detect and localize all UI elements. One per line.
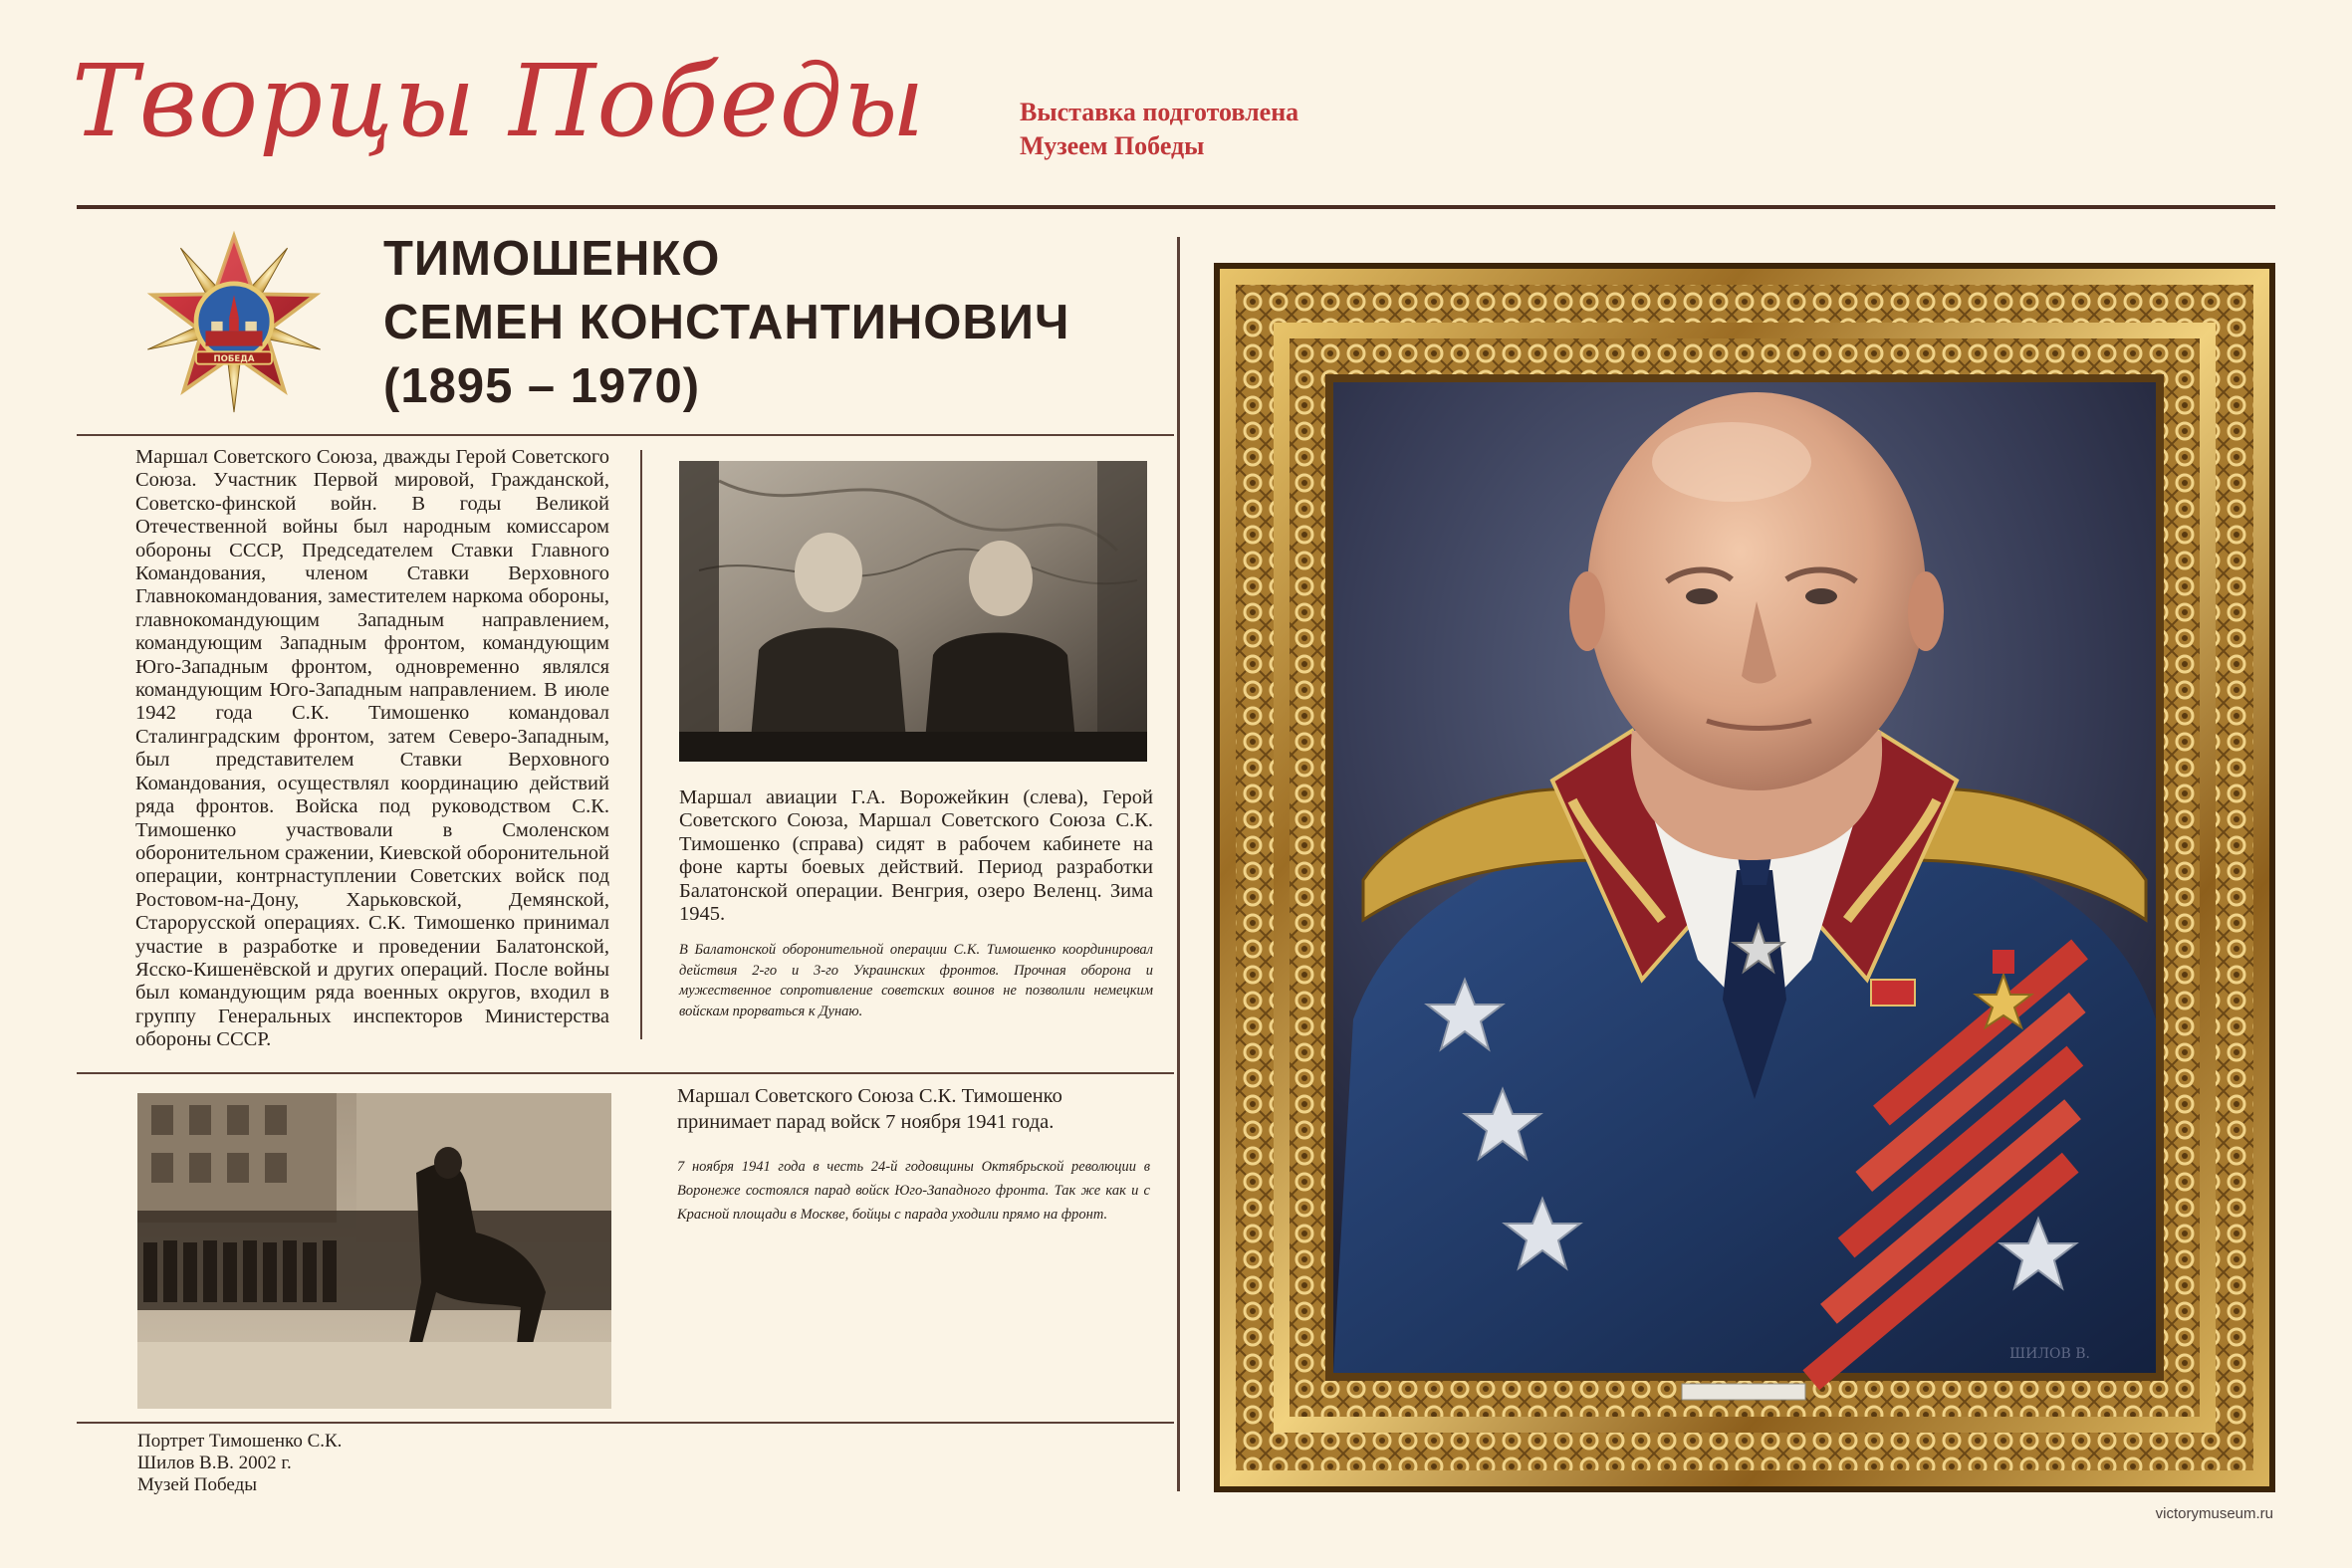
portrait-credit: [137, 1431, 342, 1496]
section-divider-bottom: [77, 1422, 1174, 1424]
header-rule: [77, 205, 2275, 209]
organizer-note: [1020, 96, 1298, 163]
museum-website: victorymuseum.ru: [2155, 1505, 2273, 1522]
portrait-credit-title: Портрет Тимошенко С.К.: [137, 1431, 343, 1452]
photo2-note: 7 ноября 1941 года в честь 24-й годовщины Октябрьской революции в Воронеже состоялся парад войск Юго-Западного фронта. Так же как и с Красной площади в Москве, бойцы с парада уходили прямо на фронт.: [677, 1159, 1150, 1223]
organizer-line-1: Выставка подготовлена: [1020, 98, 1299, 126]
framed-portrait-painting: [1214, 263, 2275, 1492]
portrait-credit-artist: Шилов В.В. 2002 г.: [137, 1453, 292, 1473]
biography-text: Маршал Советского Союза, дважды Герой Советского Союза. Участник Первой мировой, Гражданской, Советско-финской войн. В годы Великой Отечественной войны был народным комиссаром обороны СССР, Председателем Ставки Главного Командования, членом Ставки Верховного Главнокомандования, заместителем наркома обороны, главнокомандующим Западным направлением, командующим Западным фронтом, командующим Юго-Западным фронтом, одновременно являлся командующим Юго-Западным направлением. В июле 1942 года С.К. Тимошенко командовал Сталинградским фронтом, затем Северо-Западным, был представителем Ставки Верховного Командования, осуществлял координацию действий ряда фронтов. Войска под руководством С.К. Тимошенко участвовали в Смоленском оборонительном сражении, Киевской оборонительной операции, контрнаступлении Советских войск под Ростовом-на-Дону, Харьковской, Демянской, Старорусской операциях. С.К. Тимошенко принимал участие в разработке и проведении Балатонской, Ясско-Кишенёвской и других операций. После войны был командующим ряда военных округов, входил в группу Генеральных инспекторов Министерства обороны СССР.: [135, 446, 609, 1051]
historic-photo-parade: [137, 1093, 611, 1409]
person-life-years: (1895 – 1970): [383, 359, 701, 413]
photo2-caption: Маршал Советского Союза С.К. Тимошенко принимает парад войск 7 ноября 1941 года.: [677, 1085, 1062, 1133]
person-given-names: СЕМЕН КОНСТАНТИНОВИЧ: [383, 296, 1070, 349]
order-of-victory-icon: [139, 225, 329, 414]
photo1-caption: Маршал авиации Г.А. Ворожейкин (слева), Герой Советского Союза, Маршал Советского Союза С.К. Тимошенко (справа) сидят в рабочем кабинете на фоне карты боевых действий. Период разработки Балатонской операции. Венгрия, озеро Веленц. Зима 1945.: [679, 786, 1153, 926]
exhibition-title: Творцы Победы: [72, 43, 926, 159]
photo1-note: В Балатонской оборонительной операции С.К. Тимошенко координировал действия 2-го и 3-го Украинских фронтов. Прочная оборона и мужественное сопротивление советских воинов не позволили немецким войскам прорваться к Дунаю.: [679, 942, 1153, 1019]
badge-inscription: ПОБЕДА: [213, 353, 255, 364]
person-surname: ТИМОШЕНКО: [383, 232, 721, 286]
section-divider-middle: [77, 1072, 1174, 1074]
section-divider-top: [77, 434, 1174, 436]
portrait-credit-owner: Музей Победы: [137, 1474, 258, 1495]
column-divider: [640, 450, 642, 1039]
main-column-divider: [1177, 237, 1180, 1491]
svg-text:ШИЛОВ В.: ШИЛОВ В.: [2009, 1346, 2090, 1362]
historic-photo-officers-at-desk: [679, 461, 1147, 762]
organizer-line-2: Музеем Победы: [1020, 131, 1205, 160]
person-name-heading: [383, 227, 1069, 418]
